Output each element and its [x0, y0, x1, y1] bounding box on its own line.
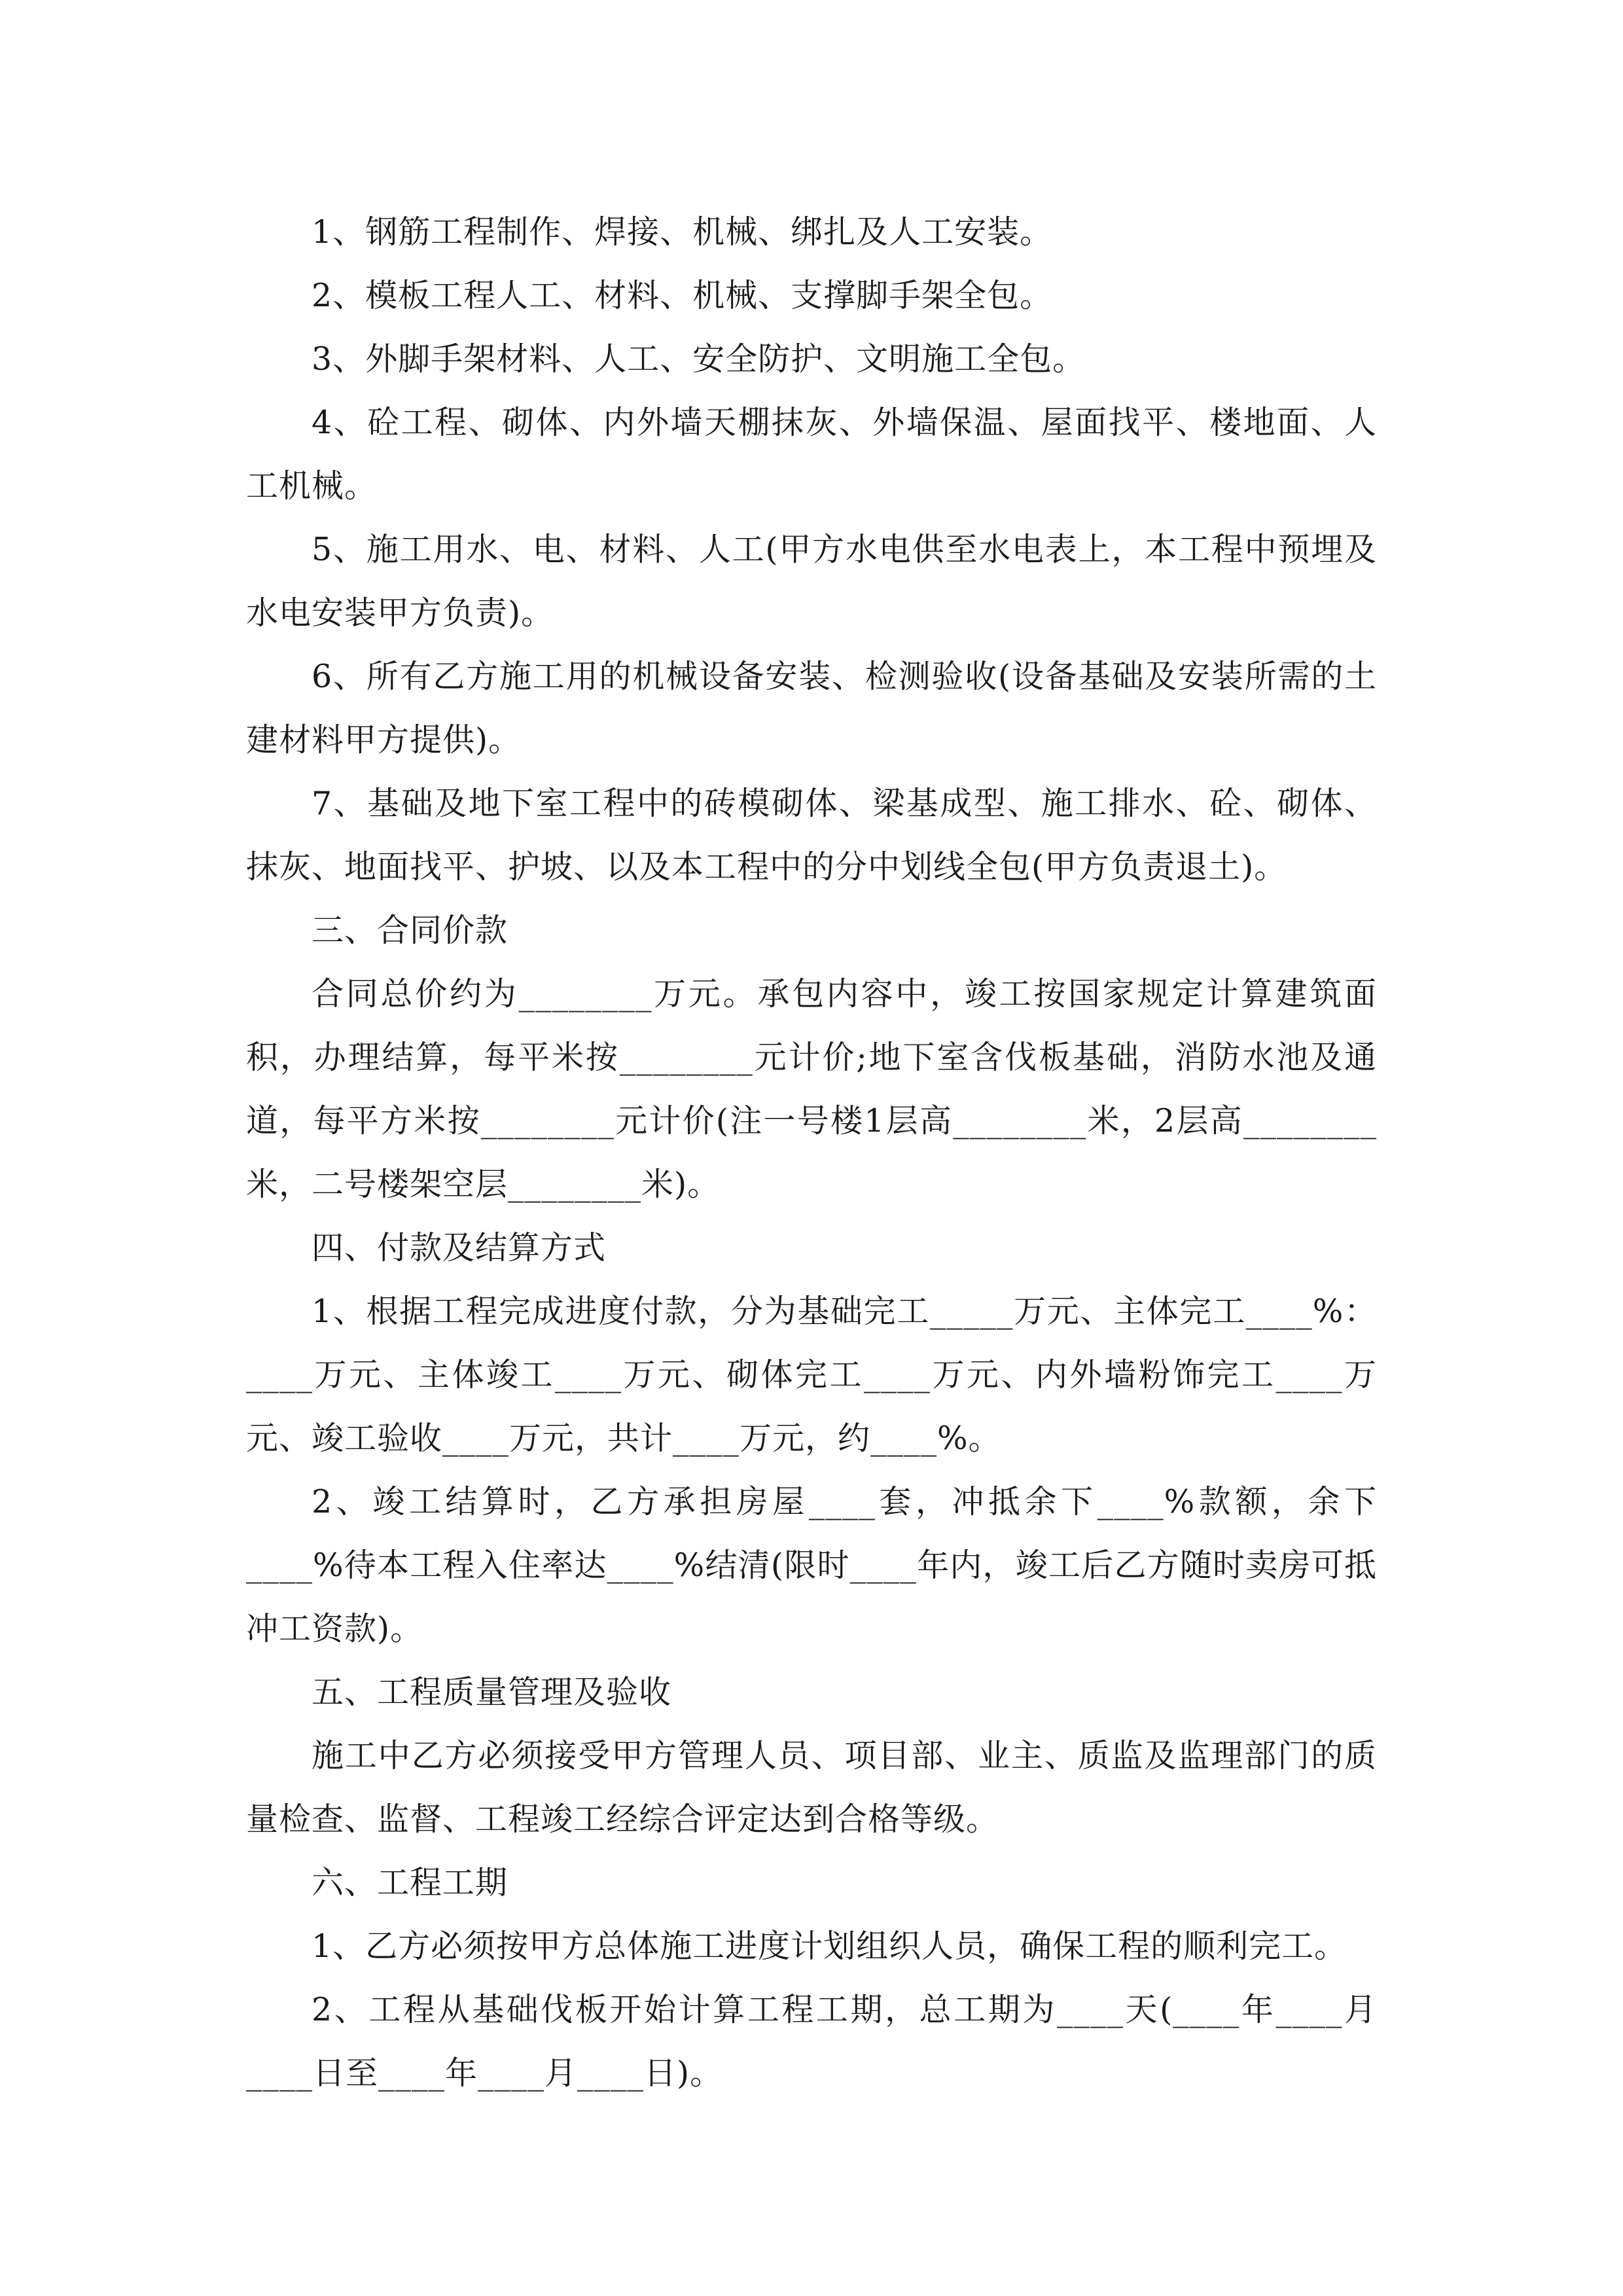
clause-7-foundation: 7、基础及地下室工程中的砖模砌体、梁基成型、施工排水、砼、砌体、抹灰、地面找平、护坡、以及本工程中的分中划线全包(甲方负责退土)。 [246, 785, 1377, 886]
clause-3-scaffolding: 3、外脚手架材料、人工、安全防护、文明施工全包。 [312, 340, 1086, 378]
contract-price-paragraph: 合同总价约为________万元。承包内容中，竣工按国家规定计算建筑面积，办理结算，每平米按________元计价;地下室含伐板基础，消防水池及通道，每平方米按________元计价(注一号楼1层高________米，2层高________米，二号楼架空层________米)。 [246, 975, 1377, 1203]
clause-4-concrete: 4、砼工程、砌体、内外墙天棚抹灰、外墙保温、屋面找平、楼地面、人工机械。 [246, 404, 1377, 505]
quality-paragraph: 施工中乙方必须接受甲方管理人员、项目部、业主、质监及监理部门的质量检查、监督、工程竣工经综合评定达到合格等级。 [246, 1737, 1377, 1838]
payment-clause-1: 1、根据工程完成进度付款，分为基础完工_____万元、主体完工____%：____万元、主体竣工____万元、砌体完工____万元、内外墙粉饰完工____万元、竣工验收____万元，共计____万元，约____%。 [246, 1293, 1377, 1457]
clause-6-machinery: 6、所有乙方施工用的机械设备安装、检测验收(设备基础及安装所需的土建材料甲方提供)。 [246, 658, 1377, 759]
section-heading-schedule: 六、工程工期 [312, 1864, 508, 1901]
schedule-clause-2: 2、工程从基础伐板开始计算工程工期，总工期为____天(____年____月____日至____年____月____日)。 [246, 1991, 1377, 2092]
payment-clause-2: 2、竣工结算时，乙方承担房屋____套，冲抵余下____%款额，余下____%待本工程入住率达____%结清(限时____年内，竣工后乙方随时卖房可抵冲工资款)。 [246, 1483, 1377, 1647]
section-heading-contract-price: 三、合同价款 [312, 912, 508, 949]
section-heading-payment: 四、付款及结算方式 [312, 1229, 607, 1266]
clause-2-formwork: 2、模板工程人工、材料、机械、支撑脚手架全包。 [312, 277, 1053, 314]
document-body [246, 200, 1377, 2105]
schedule-clause-1: 1、乙方必须按甲方总体施工进度计划组织人员，确保工程的顺利完工。 [312, 1928, 1347, 1965]
clause-5-utilities: 5、施工用水、电、材料、人工(甲方水电供至水电表上，本工程中预埋及水电安装甲方负责)。 [246, 531, 1377, 632]
section-heading-quality: 五、工程质量管理及验收 [312, 1674, 672, 1711]
clause-1-rebar: 1、钢筋工程制作、焊接、机械、绑扎及人工安装。 [312, 213, 1053, 251]
